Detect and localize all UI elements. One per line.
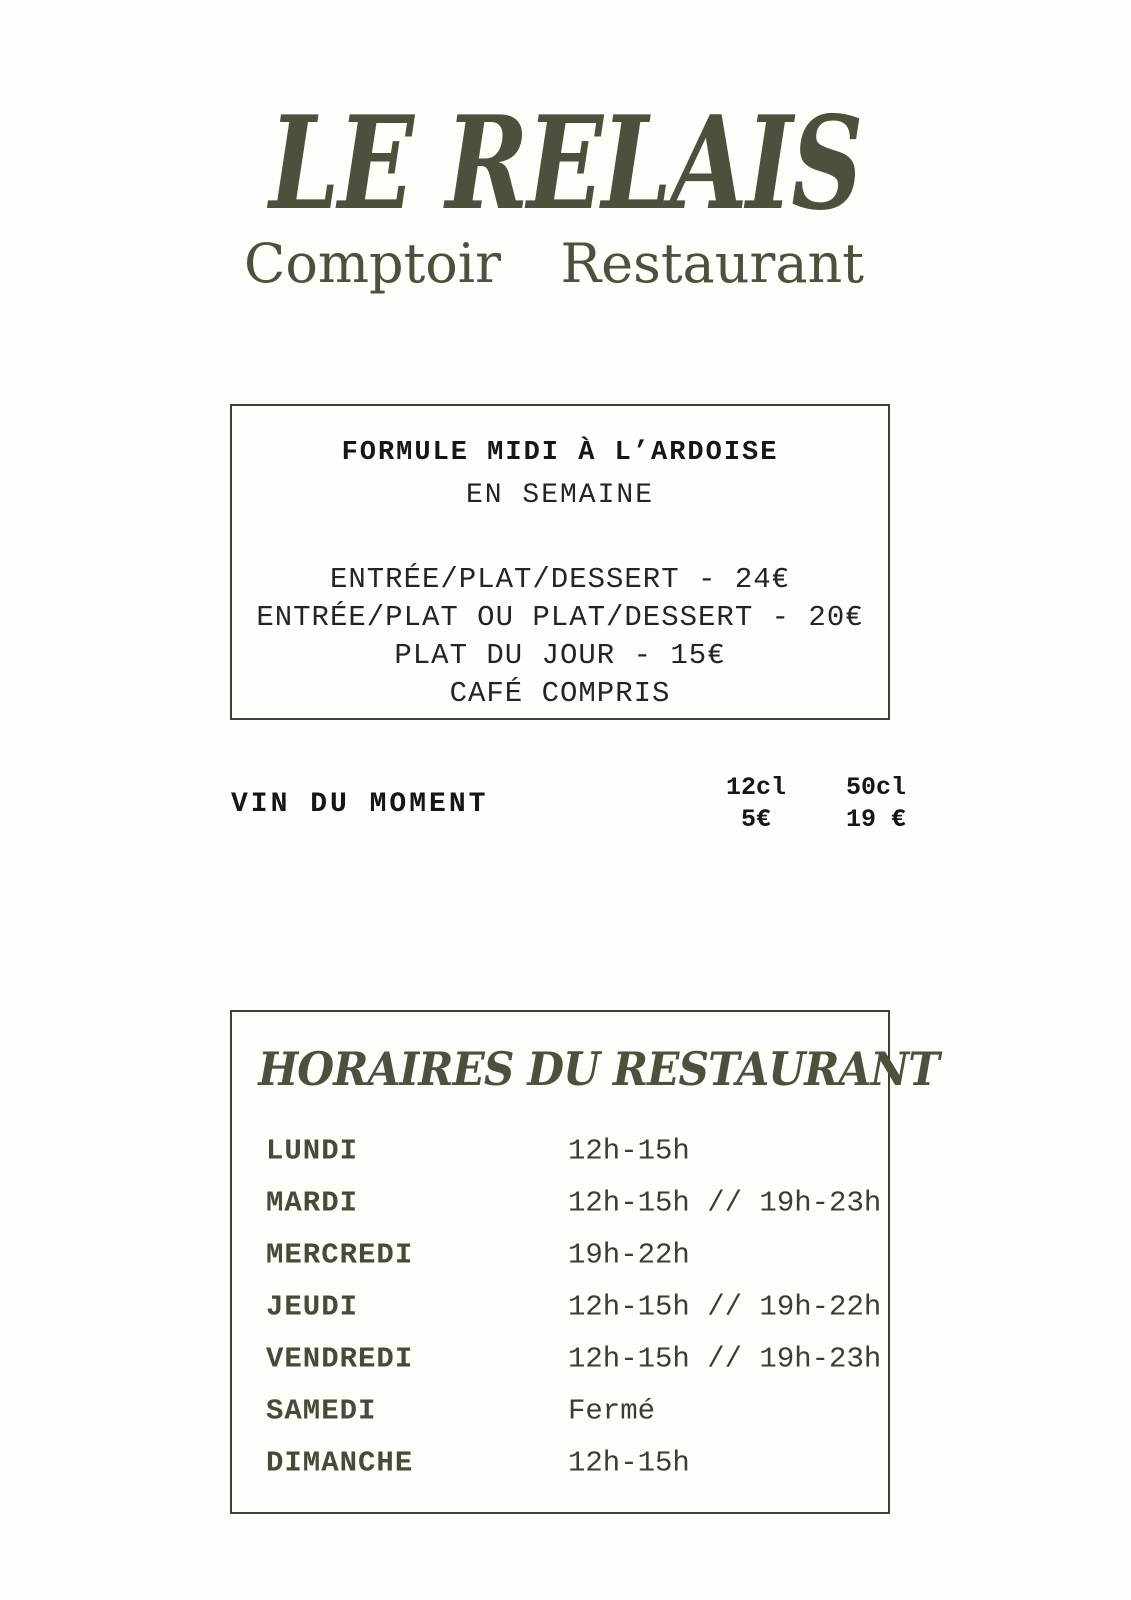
- hours-row-monday: [232, 1125, 888, 1177]
- hours-row-friday: [232, 1333, 888, 1385]
- day-hours: 12h-15h: [568, 1446, 690, 1480]
- restaurant-title: LE RELAIS: [269, 89, 862, 239]
- day-label: MARDI: [266, 1186, 359, 1220]
- day-hours: 12h-15h // 19h-23h: [568, 1186, 882, 1220]
- wine-size: 12cl: [725, 773, 786, 802]
- hours-title: HORAIRES DU RESTAURANT: [258, 1042, 939, 1096]
- wine-label: VIN DU MOMENT: [231, 789, 489, 820]
- hours-row-tuesday: [232, 1177, 888, 1229]
- day-hours: 19h-22h: [568, 1238, 690, 1272]
- wine-price: 5€: [740, 805, 771, 834]
- wine-price: 19 €: [845, 805, 906, 834]
- restaurant-subtitle: [244, 232, 864, 297]
- formule-line: PLAT DU JOUR - 15€: [394, 639, 726, 672]
- wine-price-column: [716, 772, 796, 836]
- wine-price-column: [836, 772, 916, 836]
- hours-row-wednesday: [232, 1229, 888, 1281]
- formule-line: ENTRÉE/PLAT/DESSERT - 24€: [329, 563, 791, 596]
- hours-row-thursday: [232, 1281, 888, 1333]
- day-label: SAMEDI: [266, 1394, 377, 1428]
- day-label: LUNDI: [266, 1134, 359, 1168]
- day-hours: Fermé: [568, 1394, 656, 1428]
- hours-table: [232, 1125, 888, 1489]
- formule-subtitle: EN SEMAINE: [465, 480, 655, 511]
- hours-row-sunday: [232, 1437, 888, 1489]
- day-label: JEUDI: [266, 1290, 359, 1324]
- day-hours: 12h-15h // 19h-22h: [568, 1290, 882, 1324]
- hours-box: [230, 1010, 939, 1514]
- day-hours: 12h-15h: [568, 1134, 690, 1168]
- day-label: MERCREDI: [266, 1238, 414, 1272]
- subtitle-comptoir: Comptoir: [244, 232, 501, 295]
- day-label: DIMANCHE: [266, 1446, 414, 1480]
- day-label: VENDREDI: [266, 1342, 414, 1376]
- formule-line: CAFÉ COMPRIS: [449, 677, 671, 710]
- formule-line: ENTRÉE/PLAT OU PLAT/DESSERT - 20€: [256, 601, 864, 634]
- wine-prices: [716, 772, 916, 836]
- formule-box: [230, 404, 890, 720]
- formule-title: FORMULE MIDI À L’ARDOISE: [341, 438, 779, 468]
- subtitle-restaurant: Restaurant: [560, 232, 864, 295]
- hours-row-saturday: [232, 1385, 888, 1437]
- wine-size: 50cl: [845, 773, 906, 802]
- day-hours: 12h-15h // 19h-23h: [568, 1342, 882, 1376]
